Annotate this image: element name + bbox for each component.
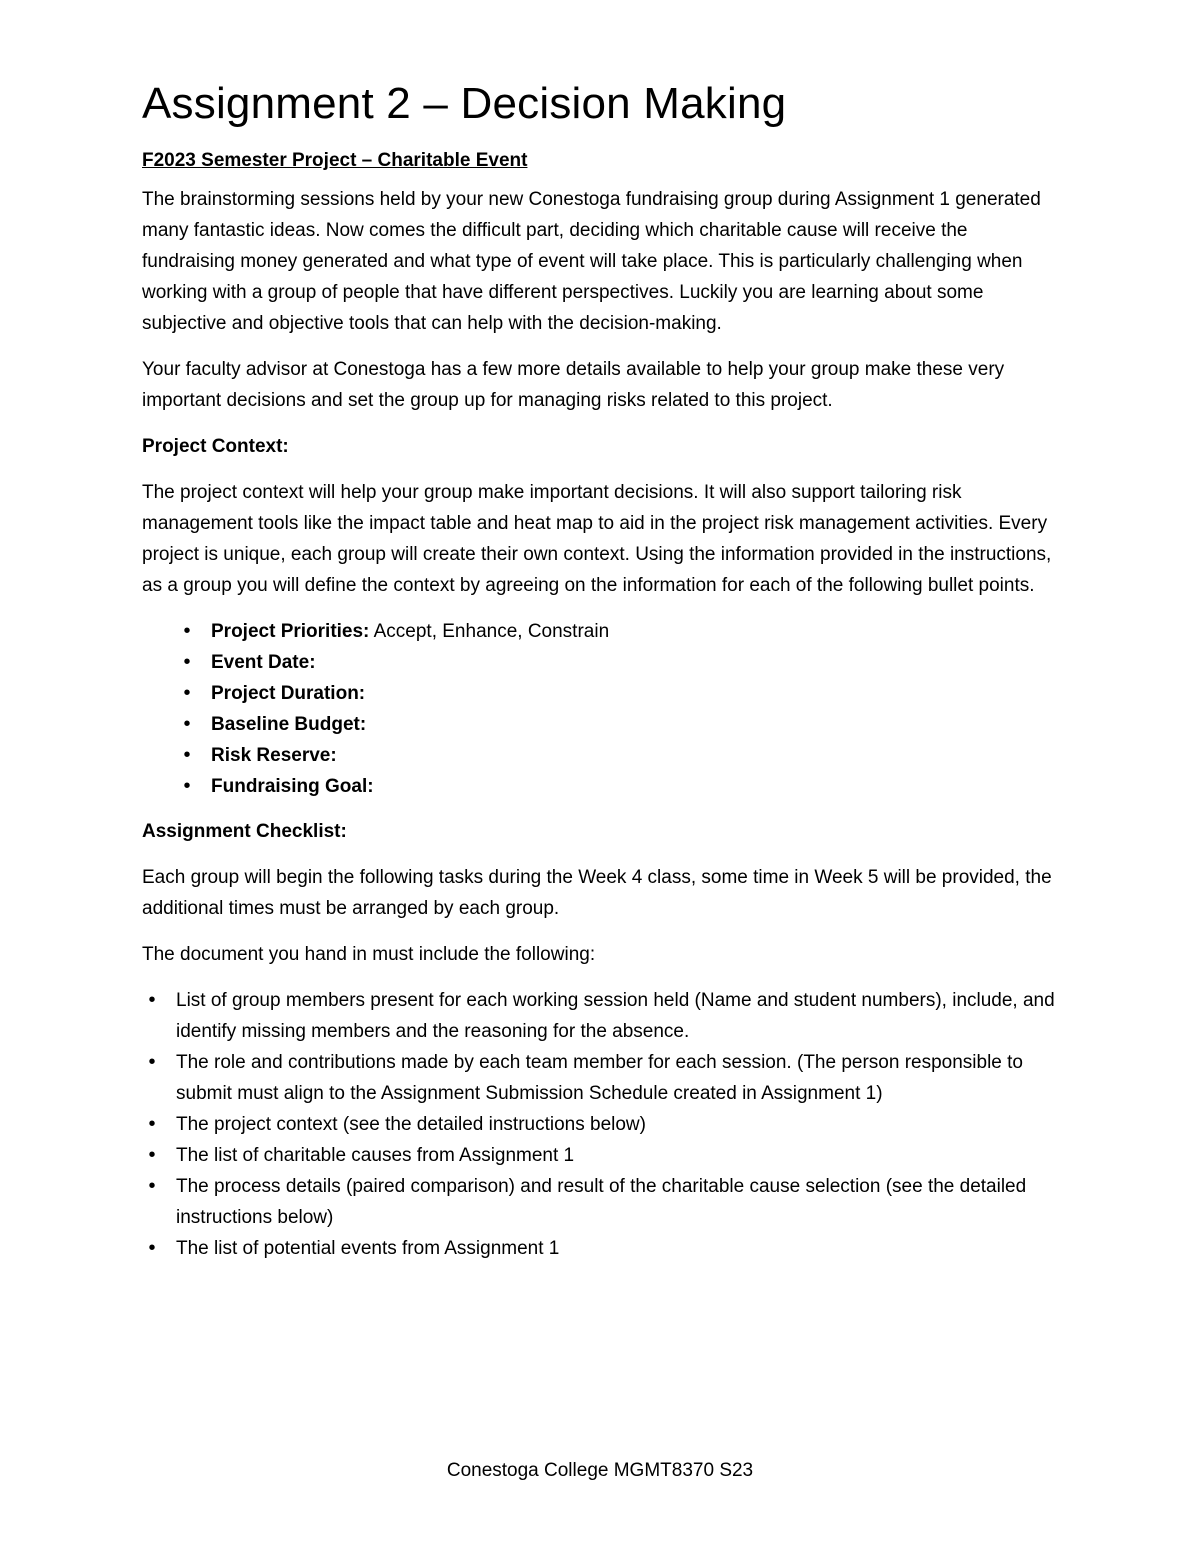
- bullet-icon: •: [183, 651, 191, 673]
- context-item-label: Project Priorities:: [211, 621, 370, 642]
- intro-paragraph-1: The brainstorming sessions held by your new Conestoga fundraising group during Assignment 1 generated many fantastic ideas. Now comes the difficult part, deciding which charitable cause will receive the fundraising money generated and what type of event will take place. This is particularly challenging when working with a group of people that have different perspectives. Luckily you are learning about some subjective and objective tools that can help with the decision-making.: [142, 189, 1041, 334]
- checklist-item: [148, 1233, 1062, 1264]
- checklist-item: [148, 1109, 1062, 1140]
- project-context-list: [142, 616, 1062, 802]
- context-item-priorities: [183, 616, 1062, 647]
- context-item-label: Risk Reserve:: [211, 745, 337, 766]
- bullet-icon: •: [183, 713, 191, 735]
- bullet-icon: •: [148, 1175, 156, 1197]
- bullet-icon: •: [183, 620, 191, 642]
- project-context-heading: Project Context:: [142, 436, 289, 457]
- context-item-label: Project Duration:: [211, 683, 366, 704]
- context-item-label: Baseline Budget:: [211, 714, 367, 735]
- bullet-icon: •: [148, 1113, 156, 1135]
- project-context-paragraph: The project context will help your group make important decisions. It will also support tailoring risk management tools like the impact table and heat map to aid in the project risk management activities. Every project is unique, each group will create their own context. Using the information provided in the instructions, as a group you will define the context by agreeing on the information for each of the following bullet points.: [142, 482, 1052, 596]
- context-item-value: Accept, Enhance, Constrain: [369, 621, 610, 642]
- checklist-item-text: The list of charitable causes from Assignment 1: [176, 1145, 575, 1166]
- context-item-event-date: [183, 647, 1062, 678]
- checklist-paragraph-1: Each group will begin the following tasks during the Week 4 class, some time in Week 5 will be provided, the additional times must be arranged by each group.: [142, 867, 1052, 919]
- assignment-checklist-list: [142, 985, 1062, 1264]
- checklist-item: [148, 1140, 1062, 1171]
- checklist-item: [148, 985, 1062, 1047]
- checklist-paragraph-2: The document you hand in must include the following:: [142, 944, 596, 965]
- intro-paragraph-2: Your faculty advisor at Conestoga has a few more details available to help your group make these very important decisions and set the group up for managing risks related to this project.: [142, 359, 1005, 411]
- context-item-label: Event Date:: [211, 652, 316, 673]
- checklist-item: [148, 1047, 1062, 1109]
- checklist-item-text: The project context (see the detailed instructions below): [176, 1114, 646, 1135]
- context-item-label: Fundraising Goal:: [211, 776, 374, 797]
- context-item-baseline-budget: [183, 709, 1062, 740]
- bullet-icon: •: [148, 1051, 156, 1073]
- checklist-item-text: List of group members present for each working session held (Name and student numbers), include, and identify missing members and the reasoning for the absence.: [176, 990, 1055, 1042]
- assignment-checklist-heading: Assignment Checklist:: [142, 821, 347, 842]
- bullet-icon: •: [183, 775, 191, 797]
- bullet-icon: •: [183, 744, 191, 766]
- bullet-icon: •: [148, 1144, 156, 1166]
- context-item-fundraising-goal: [183, 771, 1062, 802]
- document-body: [142, 74, 1062, 1278]
- bullet-icon: •: [183, 682, 191, 704]
- checklist-item-text: The role and contributions made by each team member for each session. (The person responsible to submit must align to the Assignment Submission Schedule created in Assignment 1): [176, 1052, 1024, 1104]
- checklist-item-text: The process details (paired comparison) and result of the charitable cause selection (see the detailed instructions below): [176, 1176, 1027, 1228]
- checklist-item-text: The list of potential events from Assignment 1: [176, 1238, 560, 1259]
- project-subtitle: F2023 Semester Project – Charitable Event: [142, 150, 528, 171]
- checklist-item: [148, 1171, 1062, 1233]
- context-item-risk-reserve: [183, 740, 1062, 771]
- context-item-duration: [183, 678, 1062, 709]
- page-footer: Conestoga College MGMT8370 S23: [446, 1460, 754, 1481]
- bullet-icon: •: [148, 989, 156, 1011]
- page-title: Assignment 2 – Decision Making: [142, 79, 787, 128]
- bullet-icon: •: [148, 1237, 156, 1259]
